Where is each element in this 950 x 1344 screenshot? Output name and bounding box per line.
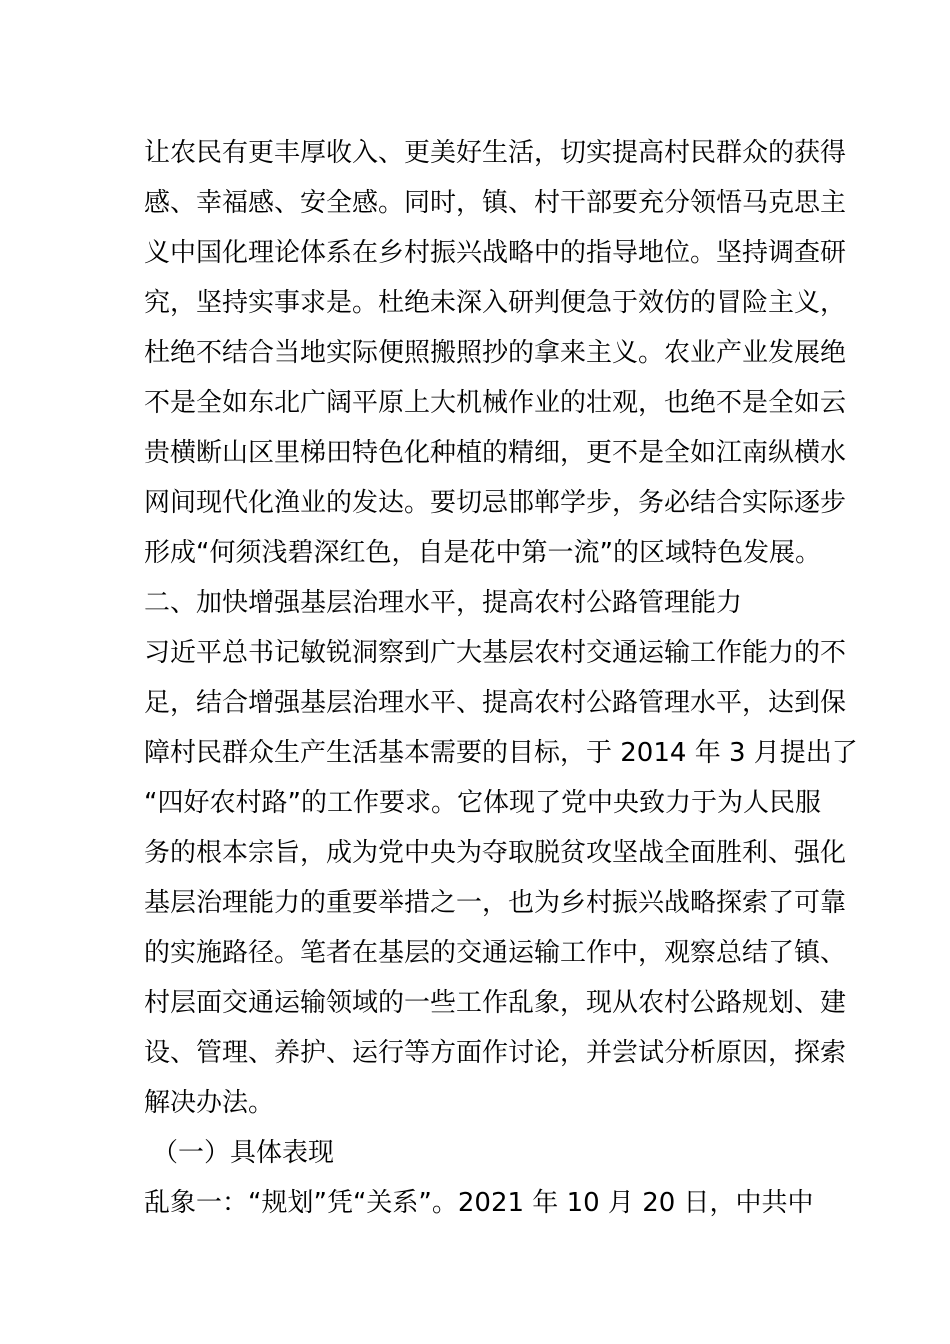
document-body <box>144 128 858 1228</box>
text-line-7: 贵横断山区里梯田特色化种植的精细，更不是全如江南纵横水 <box>144 438 847 468</box>
text-line-19: 设、管理、养护、运行等方面作讨论，并尝试分析原因，探索 <box>144 1038 847 1068</box>
text-line-20: 解决办法。 <box>144 1088 275 1118</box>
text-line-8: 网间现代化渔业的发达。要切忌邯郸学步，务必结合实际逐步 <box>144 488 847 518</box>
text-line-3: 义中国化理论体系在乡村振兴战略中的指导地位。坚持调查研 <box>144 238 847 268</box>
text-line-6: 不是全如东北广阔平原上大机械作业的壮观，也绝不是全如云 <box>144 388 847 418</box>
text-line-13: 障村民群众生产生活基本需要的目标，于 2014 年 3 月提出了 <box>144 738 858 768</box>
text-line-17: 的实施路径。笔者在基层的交通运输工作中，观察总结了镇、 <box>144 938 847 968</box>
text-line-5: 杜绝不结合当地实际便照搬照抄的拿来主义。农业产业发展绝 <box>144 338 847 368</box>
text-line-1: 让农民有更丰厚收入、更美好生活，切实提高村民群众的获得 <box>144 138 847 168</box>
section-heading: 二、加快增强基层治理水平，提高农村公路管理能力 <box>144 588 743 618</box>
text-line-18: 村层面交通运输领域的一些工作乱象，现从农村公路规划、建 <box>144 988 847 1018</box>
text-line-12: 足，结合增强基层治理水平、提高农村公路管理水平，达到保 <box>144 688 847 718</box>
text-line-2: 感、幸福感、安全感。同时，镇、村干部要充分领悟马克思主 <box>144 188 847 218</box>
text-line-15: 务的根本宗旨，成为党中央为夺取脱贫攻坚战全面胜利、强化 <box>144 838 847 868</box>
text-line-4: 究，坚持实事求是。杜绝未深入研判便急于效仿的冒险主义， <box>144 288 847 318</box>
text-line-11: 习近平总书记敏锐洞察到广大基层农村交通运输工作能力的不 <box>144 638 847 668</box>
text-line-16: 基层治理能力的重要举措之一，也为乡村振兴战略探索了可靠 <box>144 888 847 918</box>
text-line-9: 形成“何须浅碧深红色，自是花中第一流”的区域特色发展。 <box>144 538 821 568</box>
text-line-22: 乱象一：“规划”凭“关系”。2021 年 10 月 20 日，中共中 <box>144 1188 814 1218</box>
subsection-heading: （一）具体表现 <box>152 1138 335 1168</box>
text-line-14: “四好农村路”的工作要求。它体现了党中央致力于为人民服 <box>144 788 821 818</box>
